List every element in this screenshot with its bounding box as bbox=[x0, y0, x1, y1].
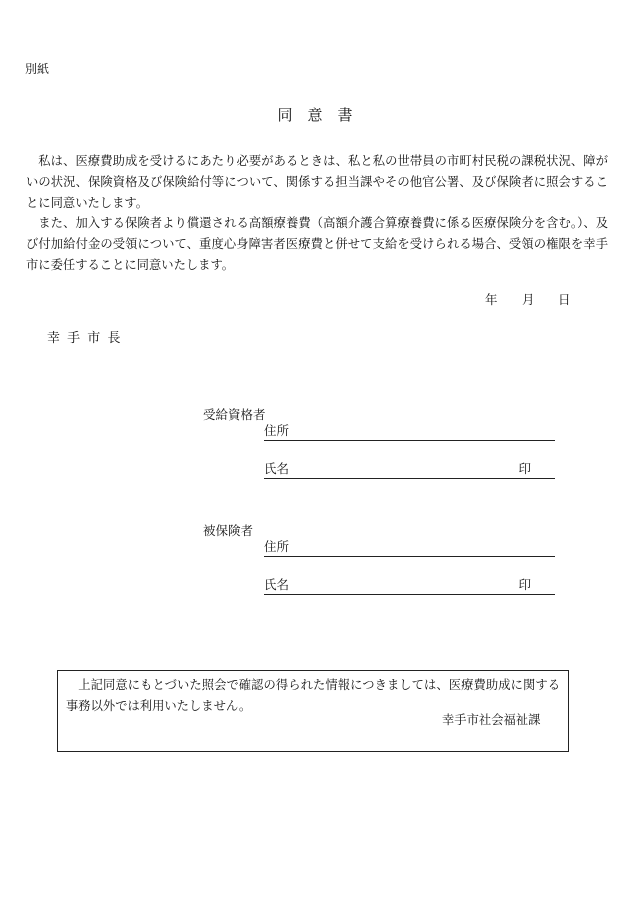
addressee: 幸手市長 bbox=[47, 331, 128, 346]
recipient-name-field[interactable] bbox=[264, 461, 555, 479]
insured-name-field[interactable] bbox=[264, 577, 555, 595]
privacy-note-box bbox=[57, 670, 569, 752]
recipient-seal-mark: 印 bbox=[518, 461, 531, 476]
document-title: 同 意 書 bbox=[277, 106, 353, 124]
date-month-label: 月 bbox=[522, 292, 535, 307]
consent-paragraph-inquiry: 私は、医療費助成を受けるにあたり必要があるときは、私と私の世帯員の市町村民税の課税状況、障がいの状況、保険資格及び保険給付等について、関係する担当課やその他官公署、及び保険者に照会することに同意いたします。 bbox=[26, 154, 608, 210]
insured-address-field[interactable] bbox=[264, 539, 555, 557]
insured-seal-mark: 印 bbox=[518, 577, 531, 592]
date-year-label: 年 bbox=[485, 292, 498, 307]
insured-name-label: 氏名 bbox=[264, 577, 290, 592]
attachment-label: 別紙 bbox=[25, 62, 50, 76]
consent-paragraph-delegation: また、加入する保険者より償還される高額療養費（高額介護合算療養費に係る医療保険分を含む。）、及び付加給付金の受領について、重度心身障害者医療費と併せて支給を受けられる場合、受領の権限を幸手市に委任することに同意いたします。 bbox=[26, 216, 608, 272]
recipient-role-label: 受給資格者 bbox=[203, 407, 266, 422]
date-day-label: 日 bbox=[558, 292, 571, 307]
recipient-address-label: 住所 bbox=[264, 423, 290, 438]
privacy-note-text: 上記同意にもとづいた照会で確認の得られた情報につきましては、医療費助成に関する事務以外では利用いたしません。 bbox=[66, 678, 560, 713]
recipient-name-label: 氏名 bbox=[264, 461, 290, 476]
insured-address-label: 住所 bbox=[264, 539, 290, 554]
insured-role-label: 被保険者 bbox=[203, 523, 254, 538]
recipient-address-field[interactable] bbox=[264, 423, 555, 441]
department-name: 幸手市社会福祉課 bbox=[442, 713, 541, 727]
